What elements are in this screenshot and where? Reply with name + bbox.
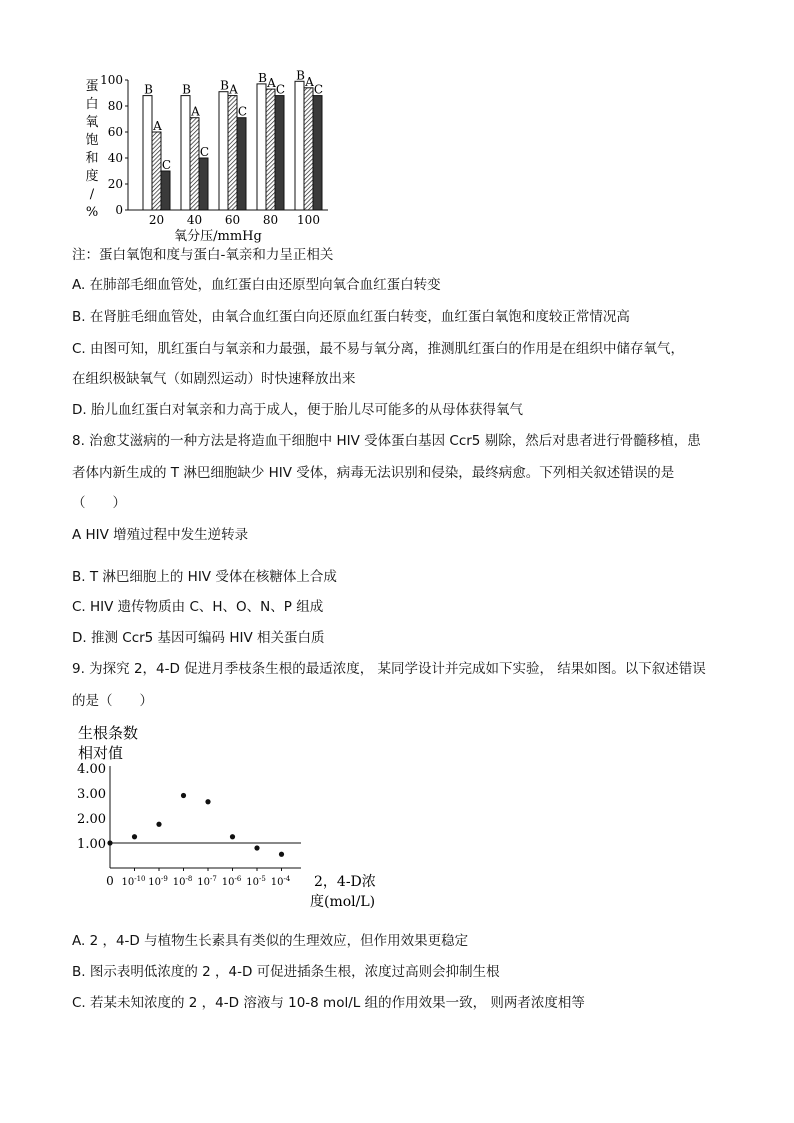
data-point	[254, 845, 259, 850]
y-tick-label: 40	[107, 151, 123, 165]
bar-C-100	[313, 96, 322, 210]
data-point	[279, 852, 284, 857]
x-tick-label: 100	[297, 213, 320, 227]
bar-B-40	[181, 96, 190, 210]
bar-label-B: B	[220, 78, 229, 93]
x-tick-label: $10^{-8}$	[172, 875, 193, 888]
q9-option-c: C. 若某未知浓度的 2 ，4-D 溶液与 10-8 mol/L 组的作用效果一致， 则两者浓度相等	[72, 995, 585, 1011]
y-tick-label: 2.00	[77, 812, 106, 827]
y-axis-label-char: 饱	[85, 133, 99, 148]
y-tick-label: 60	[107, 125, 123, 139]
q7-option-c-line1: C. 由图可知，肌红蛋白与氧亲和力最强，最不易与氧分离，推测肌红蛋白的作用是在组织中储存氧气，	[72, 341, 685, 357]
x-tick-label: 40	[186, 213, 203, 227]
bar-label-A: A	[305, 74, 314, 89]
q8-option-c: C. HIV 遗传物质由 C、H、O、N、P 组成	[72, 599, 324, 615]
bar-B-20	[143, 96, 152, 210]
q8-option-b: B. T 淋巴细胞上的 HIV 受体在核糖体上合成	[72, 569, 337, 585]
data-point	[156, 822, 161, 827]
q9-option-a: A. 2 ，4-D 与植物生长素具有类似的生理效应，但作用效果更稳定	[72, 933, 469, 949]
bar-label-C: C	[313, 82, 324, 97]
y-axis-label-char: 度	[85, 169, 99, 184]
y-tick-label: 20	[107, 177, 123, 191]
bar-label-A: A	[153, 119, 162, 133]
chart-note: 注：蛋白氧饱和度与蛋白-氧亲和力呈正相关	[72, 247, 334, 263]
x-tick-label: 80	[262, 213, 279, 227]
y-axis-label-char: %	[85, 205, 99, 220]
q8-stem-line2: 者体内新生成的 T 淋巴细胞缺少 HIV 受体，病毒无法识别和侵染，最终病愈。下列相关叙述错误的是	[72, 465, 675, 481]
q7-option-a: A. 在肺部毛细血管处，血红蛋白由还原型向氧合血红蛋白转变	[72, 277, 441, 293]
q8-stem-line1: 8. 治愈艾滋病的一种方法是将造血干细胞中 HIV 受体蛋白基因 Ccr5 剔除，然后对患者进行骨髓移植，患	[72, 433, 701, 449]
x-tick-label: $10^{-5}$	[246, 875, 266, 888]
bar-C-40	[199, 158, 208, 210]
q8-option-a: A HIV 增殖过程中发生逆转录	[72, 527, 249, 543]
x-tick-label: 0	[106, 874, 114, 888]
bar-label-A: A	[191, 104, 200, 119]
data-point	[107, 840, 112, 845]
bar-label-B: B	[182, 82, 191, 97]
rooting-scatter-chart	[66, 718, 386, 920]
q8-option-d: D. 推测 Ccr5 基因可编码 HIV 相关蛋白质	[72, 630, 325, 646]
bar-C-80	[275, 96, 284, 210]
y-tick-label: 4.00	[77, 762, 106, 777]
bar-label-B: B	[144, 82, 153, 97]
y-tick-label: 100	[100, 73, 123, 87]
data-point	[181, 793, 186, 798]
q7-option-d: D. 胎儿血红蛋白对氧亲和力高于成人，便于胎儿尽可能多的从母体获得氧气	[72, 402, 523, 418]
data-point	[230, 834, 235, 839]
bar-A-60	[228, 96, 237, 210]
x-tick-label: 60	[224, 213, 241, 227]
bar-label-B: B	[296, 68, 305, 83]
x-tick-label: $10^{-7}$	[197, 875, 217, 888]
bar-label-C: C	[275, 82, 286, 97]
q7-option-c-line2: 在组织极缺氧气（如剧烈运动）时快速释放出来	[72, 371, 356, 387]
bar-A-40	[190, 118, 199, 210]
x-tick-label: $10^{-6}$	[221, 875, 242, 888]
x-tick-label: $10^{-9}$	[148, 875, 168, 888]
bar-label-A: A	[229, 82, 238, 97]
y-axis-label: 相对值	[78, 744, 124, 762]
y-axis-label: 生根条数	[78, 724, 139, 742]
y-tick-label: 3.00	[77, 787, 106, 802]
q9-stem-line2: 的是（ ）	[72, 693, 153, 709]
bar-label-C: C	[161, 158, 172, 172]
y-axis-label-char: 氧	[85, 115, 99, 130]
y-axis-label-char: /	[89, 187, 95, 202]
q7-option-b: B. 在肾脏毛细血管处，由氧合血红蛋白向还原血红蛋白转变，血红蛋白氧饱和度较正常情况高	[72, 309, 630, 325]
q9-option-b: B. 图示表明低浓度的 2 ，4-D 可促进插条生根，浓度过高则会抑制生根	[72, 964, 500, 980]
x-axis-label: 2，4-D浓	[314, 874, 376, 890]
bar-A-100	[304, 88, 313, 210]
x-axis-label: 氧分压/mmHg	[174, 229, 262, 244]
bar-B-80	[257, 84, 266, 210]
x-axis-label: 度(mol/L)	[310, 894, 376, 910]
x-tick-label: $10^{-10}$	[121, 875, 146, 888]
q8-stem-line3: （ ）	[72, 495, 126, 511]
bar-A-20	[152, 132, 161, 210]
bar-label-C: C	[237, 104, 248, 119]
x-tick-label: $10^{-4}$	[270, 875, 291, 888]
bar-B-100	[295, 81, 304, 210]
y-tick-label: 1.00	[77, 837, 106, 852]
y-tick-label: 80	[107, 99, 123, 113]
bar-C-60	[237, 118, 246, 210]
y-tick-label: 0	[115, 203, 123, 217]
bar-A-80	[266, 89, 275, 210]
bar-label-B: B	[258, 70, 267, 85]
bar-C-20	[161, 171, 170, 210]
x-tick-label: 20	[148, 213, 165, 227]
y-axis-label-char: 蛋	[85, 79, 99, 94]
bar-label-A: A	[267, 76, 276, 91]
bar-label-C: C	[199, 145, 210, 159]
data-point	[205, 799, 210, 804]
data-point	[132, 834, 137, 839]
y-axis-label-char: 白	[85, 97, 99, 112]
bar-B-60	[219, 92, 228, 210]
y-axis-label-char: 和	[85, 151, 99, 166]
q9-stem-line1: 9. 为探究 2，4-D 促进月季枝条生根的最适浓度， 某同学设计并完成如下实验， 结果如图。以下叙述错误	[72, 661, 706, 677]
oxygen-saturation-bar-chart	[78, 62, 338, 244]
